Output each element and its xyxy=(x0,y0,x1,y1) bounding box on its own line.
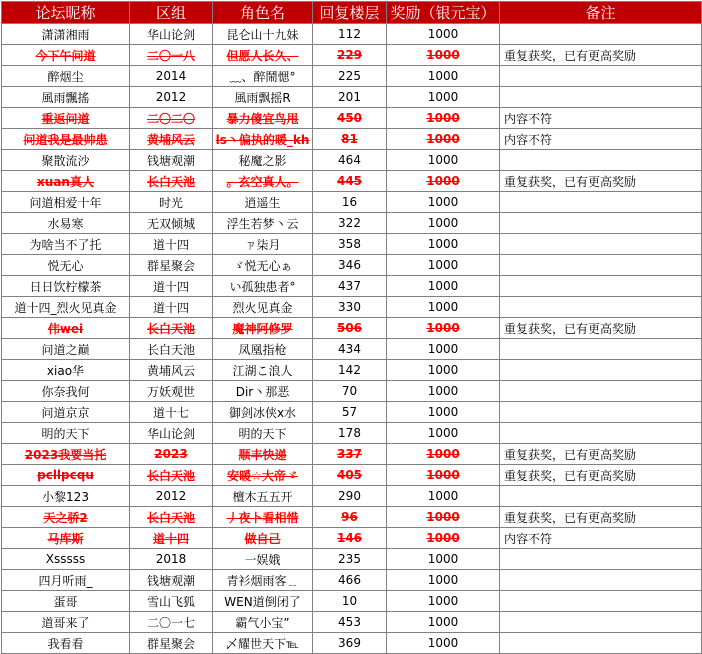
cell-remark[interactable] xyxy=(500,192,702,213)
cell-reply-floor[interactable]: 437 xyxy=(313,276,387,297)
cell-reply-floor[interactable]: 358 xyxy=(313,234,387,255)
cell-server-group[interactable]: 时光 xyxy=(130,192,213,213)
cell-role-name[interactable]: 明的天下 xyxy=(213,423,313,444)
table-row xyxy=(2,150,702,171)
cell-reward[interactable]: 1000 xyxy=(387,108,500,129)
cell-reward[interactable]: 1000 xyxy=(387,171,500,192)
table-row xyxy=(2,108,702,129)
cell-role-name[interactable]: 檀木五五开 xyxy=(213,486,313,507)
cell-remark[interactable] xyxy=(500,486,702,507)
cell-reply-floor[interactable]: 450 xyxy=(313,108,387,129)
table-row xyxy=(2,297,702,318)
cell-reward[interactable]: 1000 xyxy=(387,507,500,528)
cell-reward[interactable]: 1000 xyxy=(387,192,500,213)
cell-reply-floor[interactable]: 466 xyxy=(313,570,387,591)
table-row xyxy=(2,339,702,360)
table-row xyxy=(2,171,702,192)
table-row xyxy=(2,381,702,402)
cell-reward[interactable]: 1000 xyxy=(387,297,500,318)
cell-remark[interactable] xyxy=(500,297,702,318)
cell-reply-floor[interactable]: 142 xyxy=(313,360,387,381)
table-row xyxy=(2,255,702,276)
cell-role-name[interactable]: 一娱娥 xyxy=(213,549,313,570)
table-row xyxy=(2,507,702,528)
cell-reply-floor[interactable]: 178 xyxy=(313,423,387,444)
cell-server-group[interactable]: 华山论剑 xyxy=(130,423,213,444)
cell-forum-nickname[interactable]: 道十四_烈火见真金 xyxy=(2,297,130,318)
cell-remark[interactable] xyxy=(500,360,702,381)
cell-role-name[interactable]: Dir丶那恶 xyxy=(213,381,313,402)
cell-reward[interactable]: 1000 xyxy=(387,360,500,381)
cell-forum-nickname[interactable]: 我看看 xyxy=(2,633,130,654)
cell-remark[interactable]: 内容不符 xyxy=(500,108,702,129)
cell-forum-nickname[interactable]: 明的天下 xyxy=(2,423,130,444)
cell-role-name[interactable]: WEN道倒闭了 xyxy=(213,591,313,612)
cell-remark[interactable] xyxy=(500,87,702,108)
table-row xyxy=(2,444,702,465)
cell-reply-floor[interactable]: 201 xyxy=(313,87,387,108)
cell-forum-nickname[interactable]: 日日饮柠檬茶 xyxy=(2,276,130,297)
cell-remark[interactable] xyxy=(500,24,702,45)
cell-role-name[interactable]: 魔神阿修罗 xyxy=(213,318,313,339)
cell-forum-nickname[interactable]: 为啥当不了托 xyxy=(2,234,130,255)
cell-forum-nickname[interactable]: pcllpcqu xyxy=(2,465,130,486)
cell-server-group[interactable]: 群星聚会 xyxy=(130,255,213,276)
cell-role-name[interactable]: ゞ悦无心ぁ xyxy=(213,255,313,276)
cell-remark[interactable]: 内容不符 xyxy=(500,528,702,549)
cell-reply-floor[interactable]: 57 xyxy=(313,402,387,423)
table-row xyxy=(2,570,702,591)
cell-role-name[interactable]: 做自己 xyxy=(213,528,313,549)
cell-reward[interactable]: 1000 xyxy=(387,381,500,402)
cell-reply-floor[interactable]: 16 xyxy=(313,192,387,213)
cell-forum-nickname[interactable]: 伟wei xyxy=(2,318,130,339)
header-forum-nickname[interactable]: 论坛昵称 xyxy=(2,2,130,24)
cell-server-group[interactable]: 道十七 xyxy=(130,402,213,423)
cell-reward[interactable]: 1000 xyxy=(387,402,500,423)
cell-remark[interactable] xyxy=(500,381,702,402)
cell-server-group[interactable]: 长白天池 xyxy=(130,339,213,360)
table-row xyxy=(2,66,702,87)
cell-reply-floor[interactable]: 146 xyxy=(313,528,387,549)
table-row xyxy=(2,24,702,45)
cell-remark[interactable] xyxy=(500,591,702,612)
cell-remark[interactable] xyxy=(500,66,702,87)
cell-forum-nickname[interactable]: 天之骄2 xyxy=(2,507,130,528)
cell-server-group[interactable]: 道十四 xyxy=(130,528,213,549)
header-row xyxy=(2,2,702,24)
cell-role-name[interactable]: 江湖こ浪人 xyxy=(213,360,313,381)
cell-remark[interactable] xyxy=(500,255,702,276)
cell-reply-floor[interactable]: 10 xyxy=(313,591,387,612)
cell-remark[interactable]: 重复获奖，已有更高奖励 xyxy=(500,444,702,465)
cell-reward[interactable]: 1000 xyxy=(387,276,500,297)
cell-reply-floor[interactable]: 453 xyxy=(313,612,387,633)
cell-server-group[interactable]: 2012 xyxy=(130,87,213,108)
cell-server-group[interactable]: 钱塘观潮 xyxy=(130,150,213,171)
cell-reward[interactable]: 1000 xyxy=(387,633,500,654)
cell-remark[interactable] xyxy=(500,276,702,297)
table-row xyxy=(2,213,702,234)
cell-server-group[interactable]: 道十四 xyxy=(130,234,213,255)
cell-server-group[interactable]: 二〇一八 xyxy=(130,45,213,66)
cell-role-name[interactable]: 凤凰指枪 xyxy=(213,339,313,360)
table-row xyxy=(2,87,702,108)
reward-table xyxy=(1,1,702,654)
table-row xyxy=(2,549,702,570)
cell-forum-nickname[interactable]: 今下午问道 xyxy=(2,45,130,66)
cell-forum-nickname[interactable]: 四月听雨_ xyxy=(2,570,130,591)
table-row xyxy=(2,591,702,612)
cell-server-group[interactable]: 2012 xyxy=(130,486,213,507)
cell-forum-nickname[interactable]: 问道相爱十年 xyxy=(2,192,130,213)
cell-remark[interactable] xyxy=(500,339,702,360)
cell-forum-nickname[interactable]: xiao华 xyxy=(2,360,130,381)
cell-reward[interactable]: 1000 xyxy=(387,423,500,444)
cell-role-name[interactable]: 風雨飘摇R xyxy=(213,87,313,108)
table-row xyxy=(2,276,702,297)
cell-role-name[interactable]: 但愿人长久、 xyxy=(213,45,313,66)
cell-role-name[interactable]: 烈火见真金 xyxy=(213,297,313,318)
cell-remark[interactable] xyxy=(500,612,702,633)
cell-remark[interactable] xyxy=(500,633,702,654)
cell-reward[interactable]: 1000 xyxy=(387,486,500,507)
cell-server-group[interactable]: 华山论剑 xyxy=(130,24,213,45)
cell-server-group[interactable]: 无双倾城 xyxy=(130,213,213,234)
cell-forum-nickname[interactable]: xuan真人 xyxy=(2,171,130,192)
cell-role-name[interactable]: 。玄空真人。 xyxy=(213,171,313,192)
cell-server-group[interactable]: 黄埔风云 xyxy=(130,360,213,381)
cell-reward[interactable]: 1000 xyxy=(387,150,500,171)
cell-role-name[interactable]: い孤独患者° xyxy=(213,276,313,297)
cell-server-group[interactable]: 2018 xyxy=(130,549,213,570)
table-row xyxy=(2,192,702,213)
cell-remark[interactable] xyxy=(500,570,702,591)
cell-remark[interactable]: 重复获奖，已有更高奖励 xyxy=(500,45,702,66)
cell-reward[interactable]: 1000 xyxy=(387,213,500,234)
cell-reply-floor[interactable]: 464 xyxy=(313,150,387,171)
cell-forum-nickname[interactable]: 你奈我何 xyxy=(2,381,130,402)
table-row xyxy=(2,402,702,423)
table-row xyxy=(2,528,702,549)
cell-reward[interactable]: 1000 xyxy=(387,255,500,276)
cell-reward[interactable]: 1000 xyxy=(387,570,500,591)
cell-role-name[interactable]: ㄗ柒月 xyxy=(213,234,313,255)
cell-reward[interactable]: 1000 xyxy=(387,129,500,150)
cell-forum-nickname[interactable]: 2023我要当托 xyxy=(2,444,130,465)
cell-role-name[interactable]: 逍遥生 xyxy=(213,192,313,213)
table-row xyxy=(2,318,702,339)
header-server-group[interactable]: 区组 xyxy=(130,2,213,24)
cell-reward[interactable]: 1000 xyxy=(387,528,500,549)
cell-reward[interactable]: 1000 xyxy=(387,339,500,360)
cell-reply-floor[interactable]: 346 xyxy=(313,255,387,276)
cell-reward[interactable]: 1000 xyxy=(387,24,500,45)
table-row xyxy=(2,633,702,654)
cell-reward[interactable]: 1000 xyxy=(387,45,500,66)
cell-role-name[interactable]: ls丶偏执的暖_kh xyxy=(213,129,313,150)
cell-remark[interactable] xyxy=(500,150,702,171)
cell-remark[interactable]: 重复获奖，已有更高奖励 xyxy=(500,507,702,528)
cell-reward[interactable]: 1000 xyxy=(387,318,500,339)
cell-forum-nickname[interactable]: 问道京京 xyxy=(2,402,130,423)
cell-reward[interactable]: 1000 xyxy=(387,66,500,87)
cell-reward[interactable]: 1000 xyxy=(387,234,500,255)
cell-reward[interactable]: 1000 xyxy=(387,591,500,612)
cell-remark[interactable] xyxy=(500,234,702,255)
cell-role-name[interactable]: 昆仑山十九妹 xyxy=(213,24,313,45)
cell-role-name[interactable]: 御剑冰侠x水 xyxy=(213,402,313,423)
cell-reply-floor[interactable]: 229 xyxy=(313,45,387,66)
cell-server-group[interactable]: 群星聚会 xyxy=(130,633,213,654)
cell-role-name[interactable]: 青衫烟雨客﹎ xyxy=(213,570,313,591)
cell-reply-floor[interactable]: 225 xyxy=(313,66,387,87)
cell-reply-floor[interactable]: 330 xyxy=(313,297,387,318)
cell-server-group[interactable]: 长白天池 xyxy=(130,318,213,339)
table-row xyxy=(2,486,702,507)
cell-reply-floor[interactable]: 96 xyxy=(313,507,387,528)
cell-reply-floor[interactable]: 112 xyxy=(313,24,387,45)
cell-reward[interactable]: 1000 xyxy=(387,549,500,570)
table-row xyxy=(2,360,702,381)
cell-reply-floor[interactable]: 445 xyxy=(313,171,387,192)
cell-forum-nickname[interactable]: 问道我是最帅患 xyxy=(2,129,130,150)
cell-role-name[interactable]: 丿夜卜看相惜 xyxy=(213,507,313,528)
cell-forum-nickname[interactable]: 小黎123 xyxy=(2,486,130,507)
cell-forum-nickname[interactable]: 蛋哥 xyxy=(2,591,130,612)
cell-server-group[interactable]: 黄埔风云 xyxy=(130,129,213,150)
cell-server-group[interactable]: 道十四 xyxy=(130,276,213,297)
cell-forum-nickname[interactable]: 醉烟尘 xyxy=(2,66,130,87)
cell-reply-floor[interactable]: 290 xyxy=(313,486,387,507)
table-row xyxy=(2,423,702,444)
cell-forum-nickname[interactable]: 悦无心 xyxy=(2,255,130,276)
cell-server-group[interactable]: 钱塘观潮 xyxy=(130,570,213,591)
cell-role-name[interactable]: ﹏、醉鬧愢° xyxy=(213,66,313,87)
header-role-name[interactable]: 角色名 xyxy=(213,2,313,24)
cell-reply-floor[interactable]: 405 xyxy=(313,465,387,486)
cell-remark[interactable]: 重复获奖，已有更高奖励 xyxy=(500,318,702,339)
cell-role-name[interactable]: 霸气小宝” xyxy=(213,612,313,633)
cell-reply-floor[interactable]: 434 xyxy=(313,339,387,360)
cell-role-name[interactable]: 秘魔之影 xyxy=(213,150,313,171)
cell-server-group[interactable]: 2014 xyxy=(130,66,213,87)
cell-reward[interactable]: 1000 xyxy=(387,612,500,633)
cell-reply-floor[interactable]: 81 xyxy=(313,129,387,150)
cell-remark[interactable]: 重复获奖，已有更高奖励 xyxy=(500,465,702,486)
cell-server-group[interactable]: 二〇二〇 xyxy=(130,108,213,129)
table-row xyxy=(2,45,702,66)
cell-forum-nickname[interactable]: Xsssss xyxy=(2,549,130,570)
cell-role-name[interactable]: 乄耀世天下℡ xyxy=(213,633,313,654)
cell-reply-floor[interactable]: 322 xyxy=(313,213,387,234)
cell-forum-nickname[interactable]: 重返问道 xyxy=(2,108,130,129)
cell-reward[interactable]: 1000 xyxy=(387,465,500,486)
cell-reply-floor[interactable]: 235 xyxy=(313,549,387,570)
cell-reply-floor[interactable]: 506 xyxy=(313,318,387,339)
cell-role-name[interactable]: 安暖☆大帝ゞ xyxy=(213,465,313,486)
cell-server-group[interactable]: 2023 xyxy=(130,444,213,465)
table-row xyxy=(2,234,702,255)
cell-server-group[interactable]: 二〇一七 xyxy=(130,612,213,633)
cell-remark[interactable] xyxy=(500,402,702,423)
cell-reply-floor[interactable]: 337 xyxy=(313,444,387,465)
cell-server-group[interactable]: 道十四 xyxy=(130,297,213,318)
cell-forum-nickname[interactable]: 问道之巅 xyxy=(2,339,130,360)
cell-remark[interactable] xyxy=(500,549,702,570)
cell-remark[interactable] xyxy=(500,213,702,234)
cell-remark[interactable]: 内容不符 xyxy=(500,129,702,150)
cell-forum-nickname[interactable]: 聚散流沙 xyxy=(2,150,130,171)
cell-server-group[interactable]: 长白天池 xyxy=(130,171,213,192)
cell-server-group[interactable]: 雪山飞狐 xyxy=(130,591,213,612)
table-row xyxy=(2,129,702,150)
cell-role-name[interactable]: 暴力傻宜鸟甩 xyxy=(213,108,313,129)
cell-forum-nickname[interactable]: 马库斯 xyxy=(2,528,130,549)
cell-remark[interactable]: 重复获奖，已有更高奖励 xyxy=(500,171,702,192)
cell-server-group[interactable]: 长白天池 xyxy=(130,507,213,528)
cell-role-name[interactable]: 浮生若梦丶云 xyxy=(213,213,313,234)
cell-server-group[interactable]: 万妖观世 xyxy=(130,381,213,402)
table-row xyxy=(2,465,702,486)
cell-role-name[interactable]: 顺丰快递 xyxy=(213,444,313,465)
cell-forum-nickname[interactable]: 潇潇湘雨 xyxy=(2,24,130,45)
cell-reward[interactable]: 1000 xyxy=(387,444,500,465)
cell-forum-nickname[interactable]: 風雨飄搖 xyxy=(2,87,130,108)
header-reward[interactable]: 奖励（银元宝） xyxy=(387,2,500,24)
table-row xyxy=(2,612,702,633)
cell-reward[interactable]: 1000 xyxy=(387,87,500,108)
cell-remark[interactable] xyxy=(500,423,702,444)
cell-forum-nickname[interactable]: 水易寒 xyxy=(2,213,130,234)
header-reply-floor[interactable]: 回复楼层 xyxy=(313,2,387,24)
cell-reply-floor[interactable]: 70 xyxy=(313,381,387,402)
header-remark[interactable]: 备注 xyxy=(500,2,702,24)
cell-reply-floor[interactable]: 369 xyxy=(313,633,387,654)
cell-forum-nickname[interactable]: 道哥来了 xyxy=(2,612,130,633)
cell-server-group[interactable]: 长白天池 xyxy=(130,465,213,486)
